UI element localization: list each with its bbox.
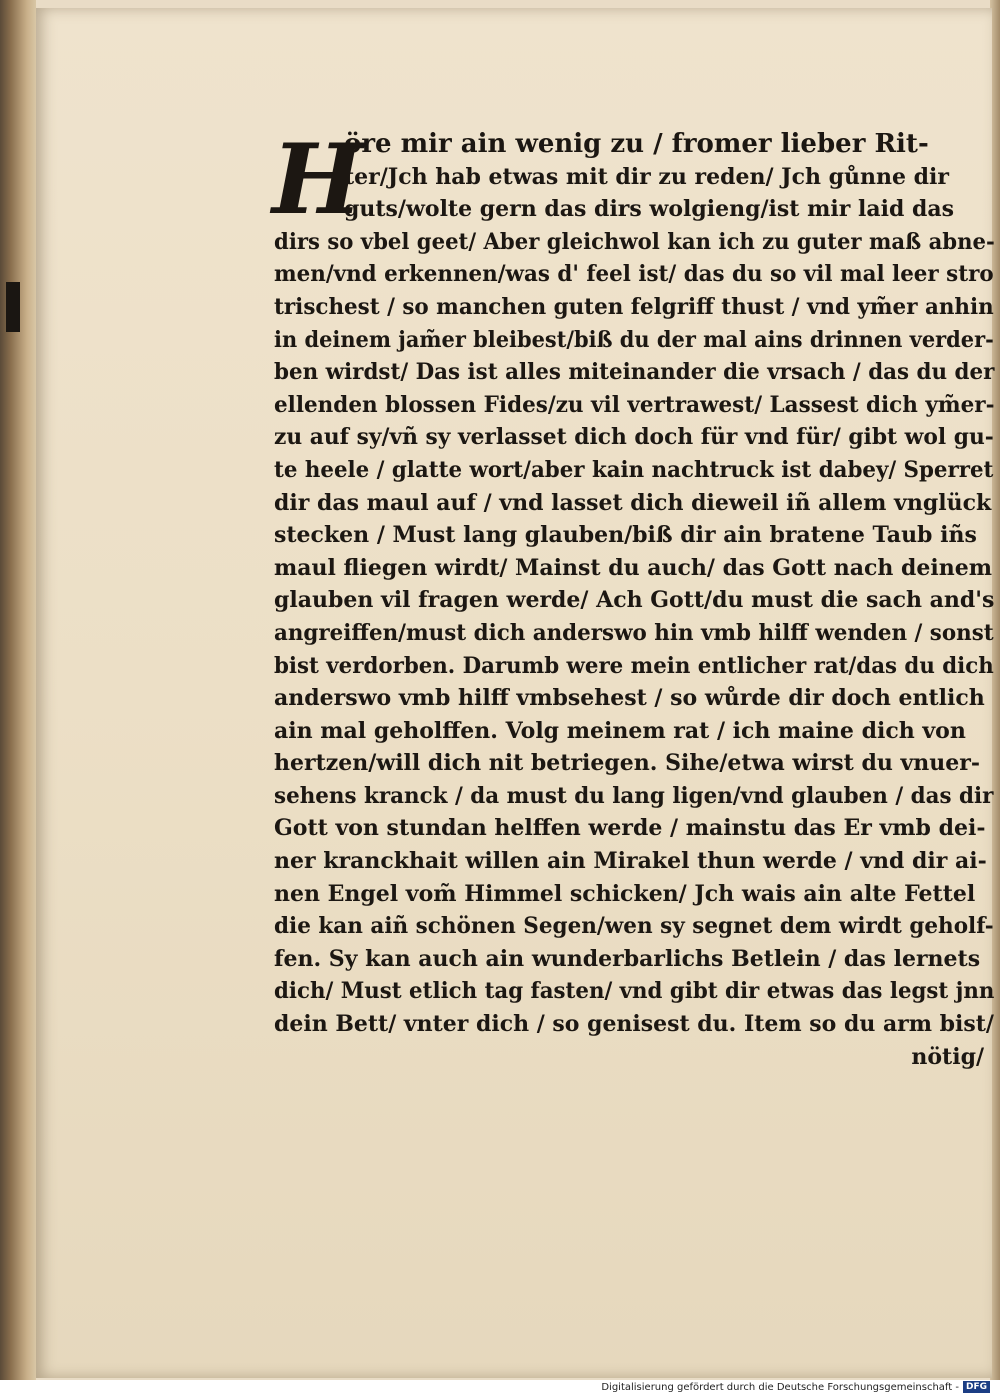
text-line: die kan aiñ schönen Segen/wen sy segnet dem wirdt geholf- — [274, 913, 994, 940]
text-line: Gott von stundan helffen werde / mainstu das Er vmb dei- — [274, 815, 986, 842]
decorated-initial: H — [272, 123, 363, 236]
book-binding-edge — [0, 0, 36, 1380]
digitization-footer — [601, 1380, 990, 1394]
text-line: hertzen/will dich nit betriegen. Sihe/etwa wirst du vnuer- — [274, 750, 980, 777]
text-line: ner kranckhait willen ain Mirakel thun werde / vnd dir ai- — [274, 848, 987, 875]
text-line: men/vnd erkennen/was d' feel ist/ das du so vil mal leer stro — [274, 261, 994, 288]
text-line: fen. Sy kan auch ain wunderbarlichs Betlein / das lernets — [274, 945, 981, 972]
text-line: ellenden blossen Fides/zu vil vertrawest/ Lassest dich ym̃er- — [274, 391, 995, 418]
text-line: angreiffen/must dich anderswo hin vmb hilff wenden / sonst — [274, 619, 994, 646]
text-line: guts/wolte gern das dirs wolgieng/ist mir laid das — [344, 196, 955, 223]
text-line: nen Engel vom̃ Himmel schicken/ Jch wais ain alte Fettel — [274, 880, 976, 907]
footer-credit: Digitalisierung gefördert durch die Deutsche Forschungsgemeinschaft - — [601, 1381, 959, 1393]
text-line: zu auf sy/vñ sy verlasset dich doch für vnd für/ gibt wol gu- — [274, 424, 994, 451]
binding-mark — [6, 282, 20, 332]
text-line: anderswo vmb hilff vmbsehest / so wůrde dir doch entlich — [274, 685, 985, 712]
text-line: maul fliegen wirdt/ Mainst du auch/ das Gott nach deinem — [274, 554, 993, 581]
text-line: glauben vil fragen werde/ Ach Gott/du must die sach and's — [274, 587, 995, 614]
text-line: ter/Jch hab etwas mit dir zu reden/ Jch gůnne dir — [344, 163, 949, 190]
text-line: in deinem jam̃er bleibest/biß du der mal ains drinnen verder- — [274, 326, 994, 353]
text-line: dir das maul auf / vnd lasset dich dieweil iñ allem vnglück — [274, 489, 992, 516]
book-page — [36, 8, 995, 1378]
text-line: trischest / so manchen guten felgriff thust / vnd ym̃er anhin — [274, 293, 994, 320]
text-line: dich/ Must etlich tag fasten/ vnd gibt dir etwas das legst jnn — [274, 978, 995, 1005]
dfg-logo: DFG — [963, 1381, 990, 1393]
text-line: sehens kranck / da must du lang ligen/vnd glauben / das dir — [274, 782, 994, 809]
text-line: dein Bett/ vnter dich / so genisest du. Item so du arm bist/ — [274, 1011, 994, 1038]
text-line: öre mir ain wenig zu / fromer lieber Rit- — [344, 129, 929, 159]
catchword: nötig/ — [911, 1043, 984, 1070]
catchword-line — [274, 1041, 994, 1074]
text-line: ben wirdst/ Das ist alles miteinander die vrsach / das du der — [274, 359, 995, 386]
text-line: te heele / glatte wort/aber kain nachtruck ist dabey/ Sperret — [274, 456, 994, 483]
text-line: dirs so vbel geet/ Aber gleichwol kan ich zu guter maß abne- — [274, 228, 995, 255]
text-line: stecken / Must lang glauben/biß dir ain bratene Taub iñs — [274, 522, 977, 549]
text-line: bist verdorben. Darumb were mein entlicher rat/das du dich — [274, 652, 994, 679]
text-line: ain mal geholffen. Volg meinem rat / ich maine dich von — [274, 717, 966, 744]
blackletter-text-block — [272, 123, 995, 1073]
